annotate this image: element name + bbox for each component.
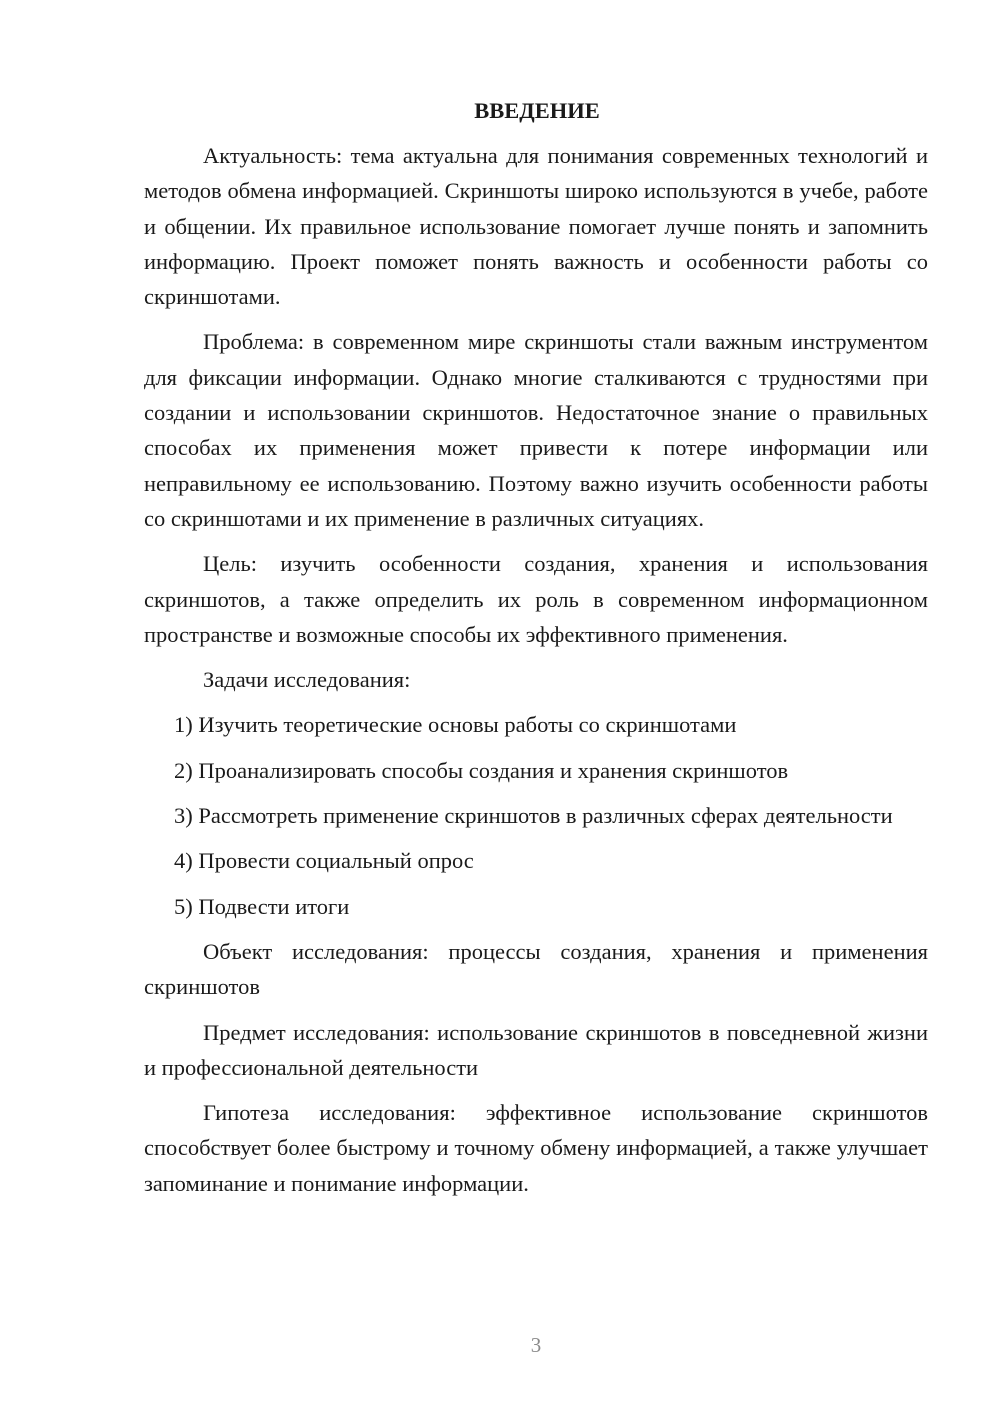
section-title: ВВЕДЕНИЕ <box>474 98 600 123</box>
hypothesis-paragraph: Гипотеза исследования: эффективное использование скриншотов способствует более быстрому и точному обмену информацией, а также улучшает запоминание и понимание информации. <box>144 1100 928 1196</box>
subject-paragraph: Предмет исследования: использование скриншотов в повседневной жизни и профессиональной деятельности <box>144 1019 928 1080</box>
page-number: 3 <box>530 1333 542 1357</box>
page-content <box>144 93 928 1201</box>
task-item: 2) Проанализировать способы создания и хранения скриншотов <box>174 757 789 783</box>
task-item: 4) Провести социальный опрос <box>174 848 474 874</box>
task-item: 5) Подвести итоги <box>174 893 350 919</box>
relevance-paragraph: Актуальность: тема актуальна для понимания современных технологий и методов обмена информацией. Скриншоты широко используются в учебе, работе и общении. Их правильное использование помогает лучше понять и запомнить информацию. Проект поможет понять важность и особенности работы со скриншотами. <box>144 143 928 310</box>
object-paragraph: Объект исследования: процессы создания, хранения и применения скриншотов <box>144 938 928 1000</box>
task-item: 1) Изучить теоретические основы работы со скриншотами <box>174 712 737 738</box>
tasks-list <box>144 707 928 923</box>
task-item: 3) Рассмотреть применение скриншотов в различных сферах деятельности <box>174 803 893 829</box>
goal-paragraph: Цель: изучить особенности создания, хранения и использования скриншотов, а также определить их роль в современном информационном пространстве и возможные способы их эффективного применения. <box>144 551 928 647</box>
tasks-heading: Задачи исследования: <box>203 667 411 693</box>
problem-paragraph: Проблема: в современном мире скриншоты стали важным инструментом для фиксации информации. Однако многие сталкиваются с трудностями при создании и использовании скриншотов. Недостаточное знание о правильных способах их применения может привести к потере информации или неправильному ее использованию. Поэтому важно изучить особенности работы со скриншотами и их применение в различных ситуациях. <box>144 329 928 531</box>
